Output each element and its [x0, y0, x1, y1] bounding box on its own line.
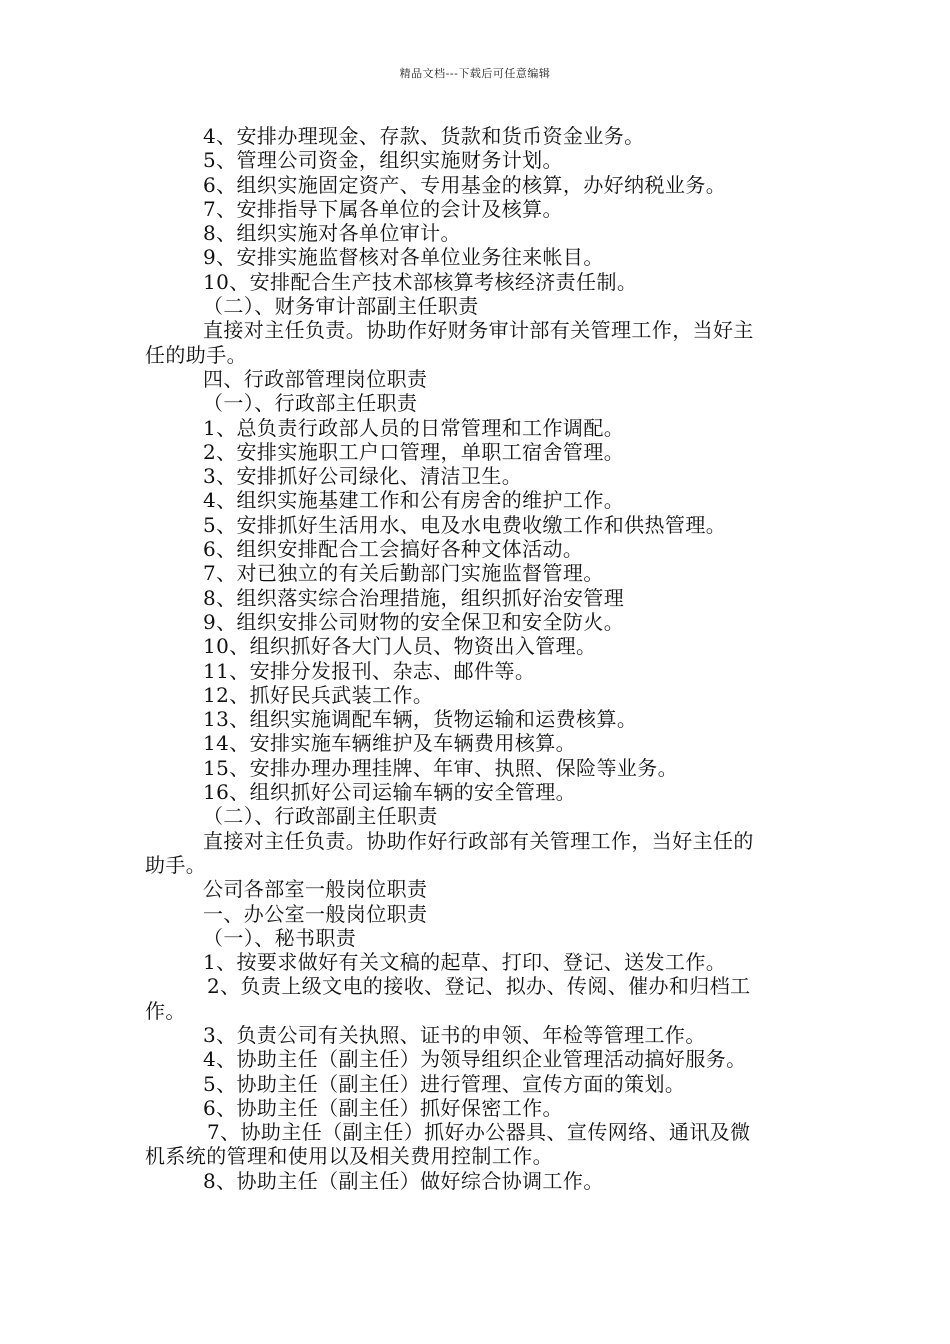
- text-line: 助手。: [145, 852, 207, 877]
- page-header: 精品文档---下载后可任意编辑: [399, 67, 551, 80]
- text-line: 4、组织实施基建工作和公有房舍的维护工作。: [203, 488, 625, 513]
- text-line: 4、安排办理现金、存款、货款和货币资金业务。: [203, 124, 645, 148]
- text-line: 5、协助主任（副主任）进行管理、宣传方面的策划。: [203, 1071, 686, 1096]
- text-line: 15、安排办理办理挂牌、年审、执照、保险等业务。: [203, 755, 679, 780]
- text-line: 作。: [145, 998, 186, 1023]
- text-line: 10、组织抓好各大门人员、物资出入管理。: [203, 634, 597, 659]
- text-line: 机系统的管理和使用以及相关费用控制工作。: [145, 1144, 553, 1169]
- text-line: 6、组织实施固定资产、专用基金的核算，办好纳税业务。: [203, 172, 727, 197]
- document-body: [145, 124, 813, 1193]
- text-line: （二）、财务审计部副主任职责: [203, 294, 479, 319]
- text-line: 9、安排实施监督核对各单位业务往来帐目。: [203, 245, 604, 270]
- text-line: 2、负责上级文电的接收、登记、拟办、传阅、催办和归档工: [207, 974, 751, 999]
- text-line: 7、对已独立的有关后勤部门实施监督管理。: [203, 561, 604, 586]
- text-line: 6、协助主任（副主任）抓好保密工作。: [203, 1095, 563, 1120]
- text-line: 公司各部室一般岗位职责: [203, 877, 428, 902]
- text-line: 5、安排抓好生活用水、电及水电费收缴工作和供热管理。: [203, 512, 727, 537]
- text-line: 5、管理公司资金，组织实施财务计划。: [203, 148, 563, 173]
- text-line: 9、组织安排公司财物的安全保卫和安全防火。: [203, 609, 625, 634]
- text-line: 直接对主任负责。协助作好行政部有关管理工作，当好主任的: [203, 828, 754, 853]
- text-line: （一）、行政部主任职责: [203, 391, 418, 416]
- text-line: 14、安排实施车辆维护及车辆费用核算。: [203, 731, 577, 756]
- text-line: 四、行政部管理岗位职责: [203, 366, 428, 391]
- text-line: （一）、秘书职责: [203, 925, 357, 950]
- text-line: 16、组织抓好公司运输车辆的安全管理。: [203, 780, 577, 805]
- text-line: 13、组织实施调配车辆，货物运输和运费核算。: [203, 707, 638, 732]
- text-line: 3、负责公司有关执照、证书的申领、年检等管理工作。: [203, 1022, 706, 1047]
- text-line: 8、组织落实综合治理措施，组织抓好治安管理: [203, 585, 625, 610]
- text-line: 12、抓好民兵武装工作。: [203, 682, 434, 707]
- text-line: 7、安排指导下属各单位的会计及核算。: [203, 196, 563, 221]
- text-line: 8、协助主任（副主任）做好综合协调工作。: [203, 1168, 604, 1193]
- text-line: 10、安排配合生产技术部核算考核经济责任制。: [203, 269, 638, 294]
- text-line: 11、安排分发报刊、杂志、邮件等。: [203, 658, 536, 683]
- text-line: 3、安排抓好公司绿化、清洁卫生。: [203, 464, 523, 489]
- text-line: 直接对主任负责。协助作好财务审计部有关管理工作，当好主: [203, 318, 754, 343]
- text-line: 1、按要求做好有关文稿的起草、打印、登记、送发工作。: [203, 950, 727, 975]
- text-line: 一、办公室一般岗位职责: [203, 901, 428, 926]
- text-line: 7、协助主任（副主任）抓好办公器具、宣传网络、通讯及微: [207, 1120, 751, 1145]
- text-line: 6、组织安排配合工会搞好各种文体活动。: [203, 537, 584, 562]
- text-line: 2、安排实施职工户口管理，单职工宿舍管理。: [203, 439, 625, 464]
- text-line: 1、总负责行政部人员的日常管理和工作调配。: [203, 415, 625, 440]
- text-line: 4、协助主任（副主任）为领导组织企业管理活动搞好服务。: [203, 1047, 747, 1072]
- text-line: （二）、行政部副主任职责: [203, 804, 438, 829]
- text-line: 任的助手。: [145, 342, 247, 367]
- text-line: 8、组织实施对各单位审计。: [203, 221, 461, 246]
